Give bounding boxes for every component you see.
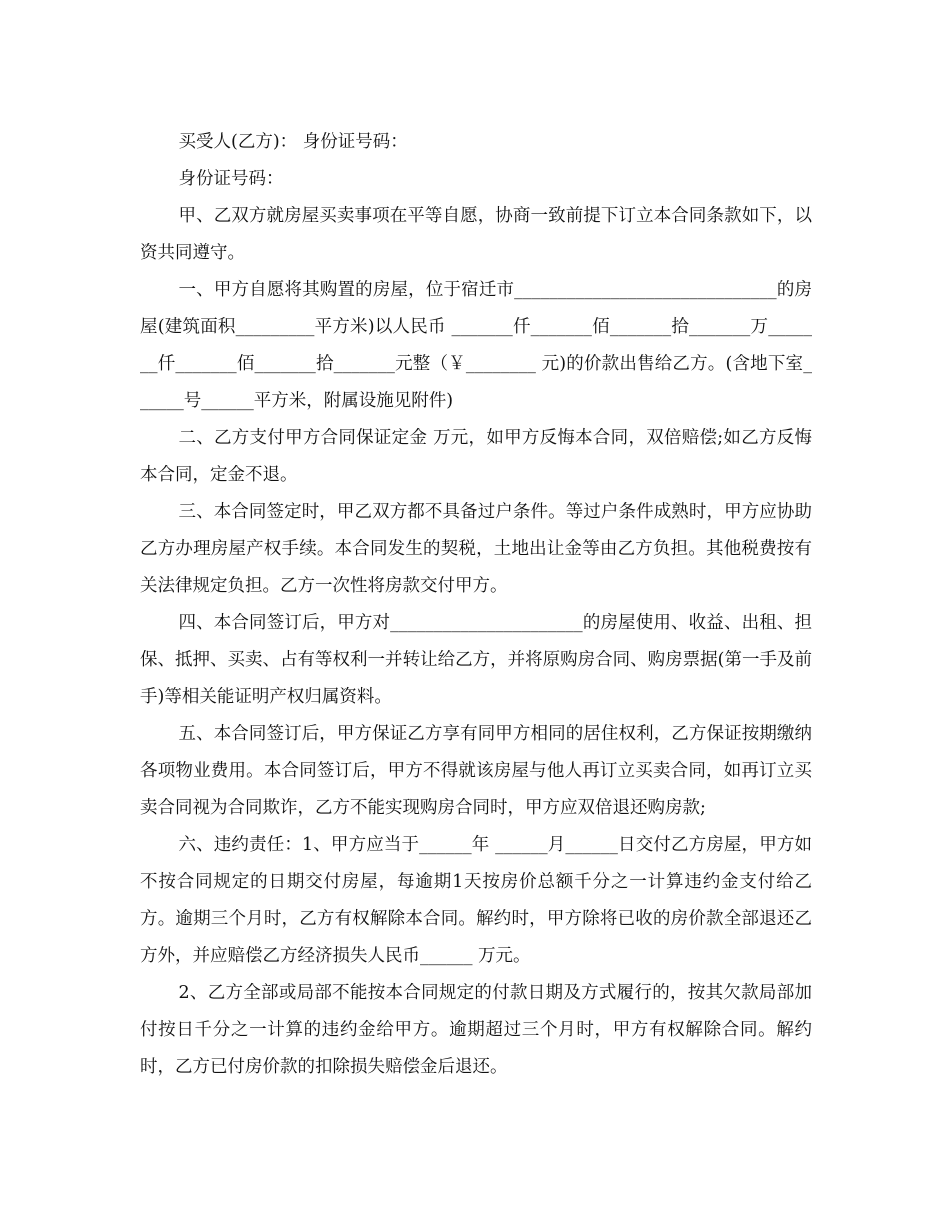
id-number-line: 身份证号码：	[178, 169, 284, 189]
clause-3-paragraph: 三、本合同签定时，甲乙双方都不具备过户条件。等过户条件成熟时，甲方应协助乙方办理房屋产权手续。本合同发生的契税，土地出让金等由乙方负担。其他税费按有关法律规定负担。乙方一次性将房款交付甲方。	[140, 502, 812, 596]
clause-1-paragraph: 一、甲方自愿将其购置的房屋，位于宿迁市______________________________的房屋(建筑面积_________平方米)以人民币 _______仟_______佰_______拾_______万_______仟_______佰_______拾_______元整（￥________ 元)的价款出售给乙方。(含地下室______号______平方米，附属设施见附件)	[140, 280, 812, 411]
clause-2-paragraph: 二、乙方支付甲方合同保证定金 万元，如甲方反悔本合同，双倍赔偿;如乙方反悔本合同，定金不退。	[140, 428, 812, 485]
preamble-paragraph: 甲、乙双方就房屋买卖事项在平等自愿，协商一致前提下订立本合同条款如下，以资共同遵守。	[140, 206, 812, 263]
document-body	[140, 124, 812, 1086]
buyer-line: 买受人(乙方)： 身份证号码：	[178, 132, 408, 152]
clause-4-paragraph: 四、本合同签订后，甲方对______________________的房屋使用、收益、出租、担保、抵押、买卖、占有等权利一并转让给乙方，并将原购房合同、购房票据(第一手及前手)等相关能证明产权归属资料。	[140, 613, 812, 707]
clause-6-paragraph: 六、违约责任：1、甲方应当于______年 ______月______日交付乙方房屋，甲方如不按合同规定的日期交付房屋，每逾期1天按房价总额千分之一计算违约金支付给乙方。逾期三个月时，乙方有权解除本合同。解约时，甲方除将已收的房价款全部退还乙方外，并应赔偿乙方经济损失人民币______ 万元。	[140, 835, 812, 966]
clause-5-paragraph: 五、本合同签订后，甲方保证乙方享有同甲方相同的居住权利，乙方保证按期缴纳各项物业费用。本合同签订后，甲方不得就该房屋与他人再订立买卖合同，如再订立买卖合同视为合同欺诈，乙方不能实现购房合同时，甲方应双倍退还购房款;	[140, 724, 812, 818]
clause-6-item-2-paragraph: 2、乙方全部或局部不能按本合同规定的付款日期及方式履行的，按其欠款局部加付按日千分之一计算的违约金给甲方。逾期超过三个月时，甲方有权解除合同。解约时，乙方已付房价款的扣除损失赔偿金后退还。	[140, 983, 812, 1077]
